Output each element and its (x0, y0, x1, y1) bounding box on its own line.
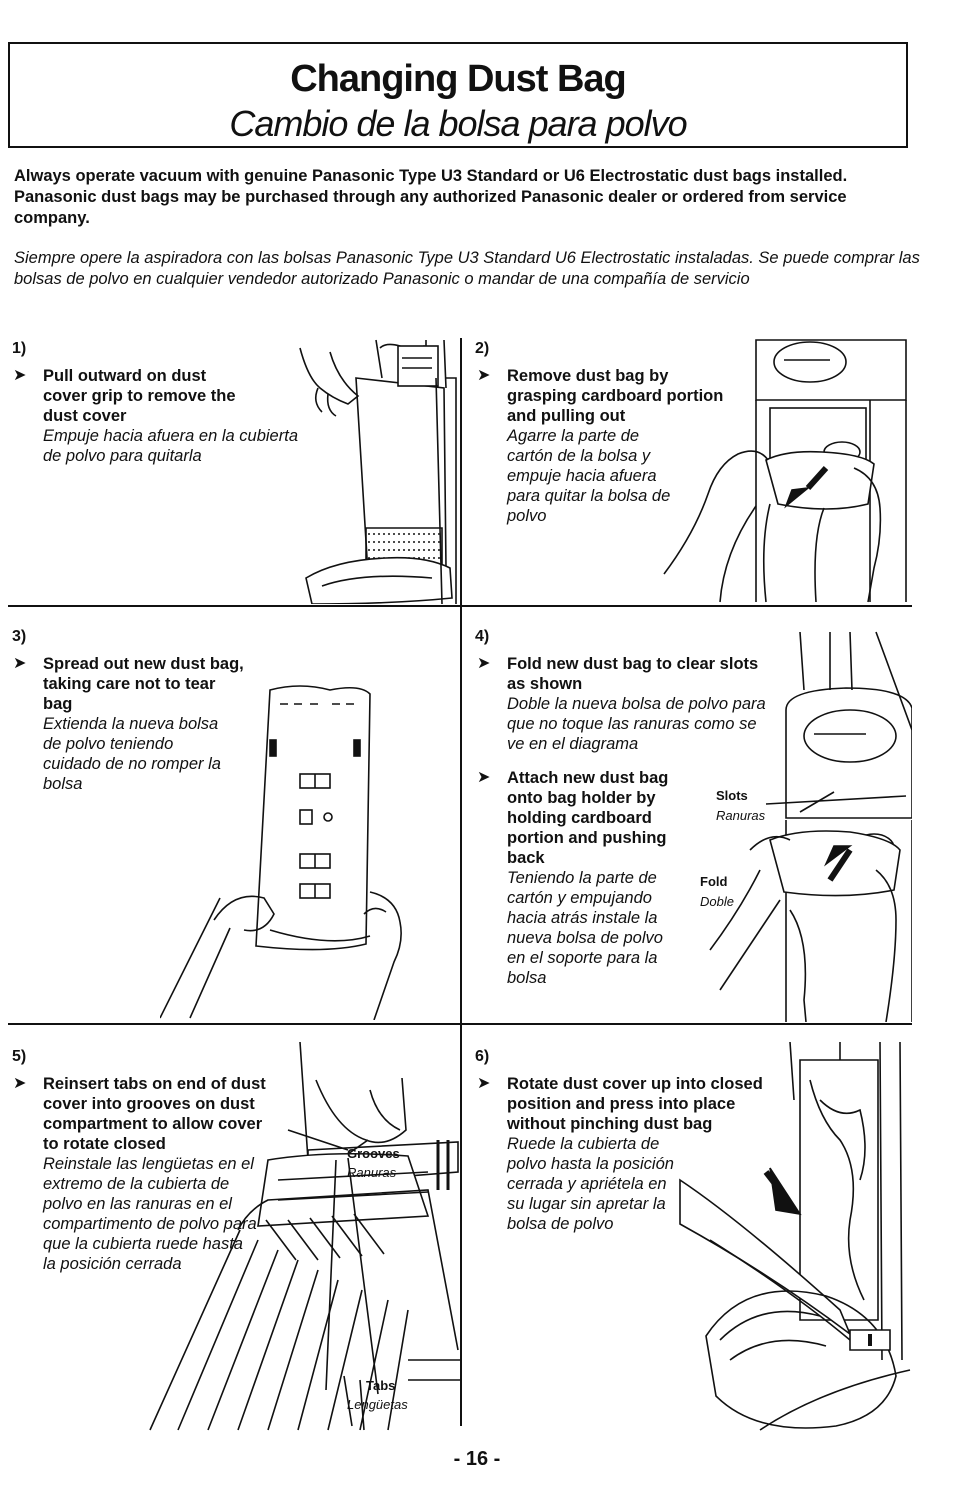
page-number: - 16 - (453, 1448, 501, 1470)
arrow-icon: ➤ (13, 655, 27, 672)
step-3-illustration (160, 680, 420, 1020)
intro-english: Always operate vacuum with genuine Panasonic Type U3 Standard or U6 Electrostatic dust bags installed. Panasonic dust bags may be purchased through any authorized Panasonic dealer or ordered from service company. (14, 167, 848, 227)
arrow-icon: ➤ (13, 1075, 27, 1092)
grid-divider-row1 (8, 605, 912, 607)
step-4-instruction-fold-spanish: Doble la nueva bolsa de polvo para que no toque las ranuras como se ve en el diagrama (507, 695, 766, 753)
intro-spanish: Siempre opere la aspiradora con las bolsas Panasonic Type U3 Standard U6 Electrostatic instaladas. Se puede comprar las bolsas de polvo en cualquier vendedor autorizado Panasonic o mandar de una compañía de servicio (14, 249, 920, 288)
step-6-instruction: Rotate dust cover up into closed position and press into place without pinching dust bag (507, 1075, 763, 1133)
step-1-text (13, 366, 323, 466)
page-title: Changing Dust Bag (290, 58, 626, 100)
step-4-instruction-fold: Fold new dust bag to clear slots as shown (507, 655, 759, 693)
step-number: 1) (12, 340, 27, 357)
tabs-label-spanish: Lengüetas (347, 1397, 408, 1412)
step-number: 3) (12, 628, 27, 645)
arrow-icon: ➤ (477, 367, 491, 384)
arrow-icon: ➤ (13, 367, 27, 384)
step-1-illustration (296, 338, 460, 604)
step-4-instruction-attach: Attach new dust bag onto bag holder by holding cardboard portion and pushing back (507, 769, 669, 867)
step-number: 4) (475, 628, 490, 645)
step-number: 2) (475, 340, 490, 357)
tabs-label: Tabs (366, 1378, 396, 1393)
arrow-icon: ➤ (477, 769, 491, 786)
step-4-illustration (680, 630, 912, 1022)
step-4-text-b (477, 768, 707, 988)
step-3-instruction: Spread out new dust bag, taking care not to tear bag (43, 655, 244, 713)
step-1-instruction-spanish: Empuje hacia afuera en la cubierta de polvo para quitarla (43, 427, 298, 465)
slots-label-spanish: Ranuras (716, 808, 766, 823)
step-number: 6) (475, 1048, 490, 1065)
step-3-instruction-spanish: Extienda la nueva bolsa de polvo teniendo cuidado de no romper la bolsa (43, 715, 221, 793)
step-5-instruction: Reinsert tabs on end of dust cover into grooves on dust compartment to allow cover to rotate closed (43, 1075, 266, 1153)
title-box (8, 42, 908, 148)
step-6-illustration (670, 1040, 912, 1432)
grooves-label: Grooves (347, 1146, 400, 1161)
step-6-instruction-spanish: Ruede la cubierta de polvo hasta la posición cerrada y apriétela en su lugar sin apretar la bolsa de polvo (507, 1135, 674, 1233)
page-title-spanish: Cambio de la bolsa para polvo (229, 103, 687, 144)
arrow-icon: ➤ (477, 1075, 491, 1092)
grooves-label-spanish: Ranuras (347, 1165, 397, 1180)
step-2-instruction: Remove dust bag by grasping cardboard portion and pulling out (507, 367, 724, 425)
step-number: 5) (12, 1048, 27, 1065)
step-2-instruction-spanish: Agarre la parte de cartón de la bolsa y empuje hacia afuera para quitar la bolsa de polvo (507, 427, 671, 525)
fold-label: Fold (700, 874, 728, 889)
arrow-icon: ➤ (477, 655, 491, 672)
step-4-instruction-attach-spanish: Teniendo la parte de cartón y empujando hacia atrás instale la nueva bolsa de polvo en el soporte para la bolsa (507, 869, 663, 987)
step-5-illustration (148, 1040, 460, 1432)
grid-divider-vertical (460, 338, 462, 1426)
step-2-illustration (660, 338, 912, 604)
slots-label: Slots (716, 788, 748, 803)
grid-divider-row2 (8, 1023, 912, 1025)
step-1-instruction: Pull outward on dust cover grip to remove the dust cover (43, 367, 236, 425)
fold-label-spanish: Doble (700, 894, 734, 909)
step-5-instruction-spanish: Reinstale las lengüetas en el extremo de la cubierta de polvo en las ranuras en el compartimento de polvo para que la cubierta ruede hasta la posición cerrada (43, 1155, 257, 1273)
